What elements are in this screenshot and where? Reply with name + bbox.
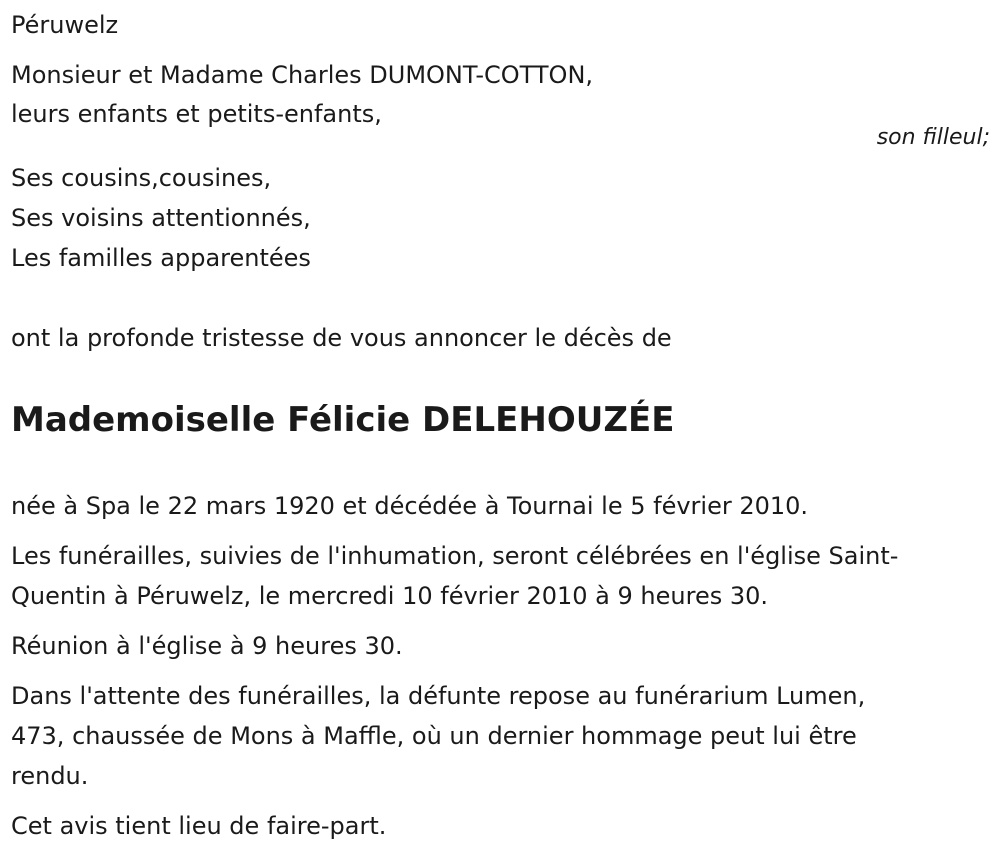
relatives-line-3: Les familles apparentées — [11, 244, 311, 272]
relatives-line-1: Ses cousins,cousines, — [11, 164, 272, 192]
announcement-text: ont la profonde tristesse de vous annoncer le décès de — [11, 324, 672, 352]
funeral-line-1: Les funérailles, suivies de l'inhumation, seront célébrées en l'église Saint- — [11, 542, 899, 570]
family-line-2: leurs enfants et petits-enfants, — [11, 100, 382, 128]
birth-death-text: née à Spa le 22 mars 1920 et décédée à Tournai le 5 février 2010. — [11, 492, 809, 520]
repose-line-2: 473, chaussée de Mons à Maffle, où un dernier hommage peut lui être — [11, 722, 857, 750]
deceased-name: Mademoiselle Félicie DELEHOUZÉE — [11, 400, 675, 440]
closing-text: Cet avis tient lieu de faire-part. — [11, 812, 387, 840]
town-name: Péruwelz — [11, 11, 119, 39]
godson-note: son filleul; — [876, 125, 990, 150]
funeral-line-2: Quentin à Péruwelz, le mercredi 10 février 2010 à 9 heures 30. — [11, 582, 769, 610]
repose-line-1: Dans l'attente des funérailles, la défunte repose au funérarium Lumen, — [11, 682, 866, 710]
family-line-1: Monsieur et Madame Charles DUMONT-COTTON, — [11, 61, 594, 89]
relatives-line-2: Ses voisins attentionnés, — [11, 204, 311, 232]
meeting-text: Réunion à l'église à 9 heures 30. — [11, 632, 403, 660]
repose-line-3: rendu. — [11, 762, 89, 790]
